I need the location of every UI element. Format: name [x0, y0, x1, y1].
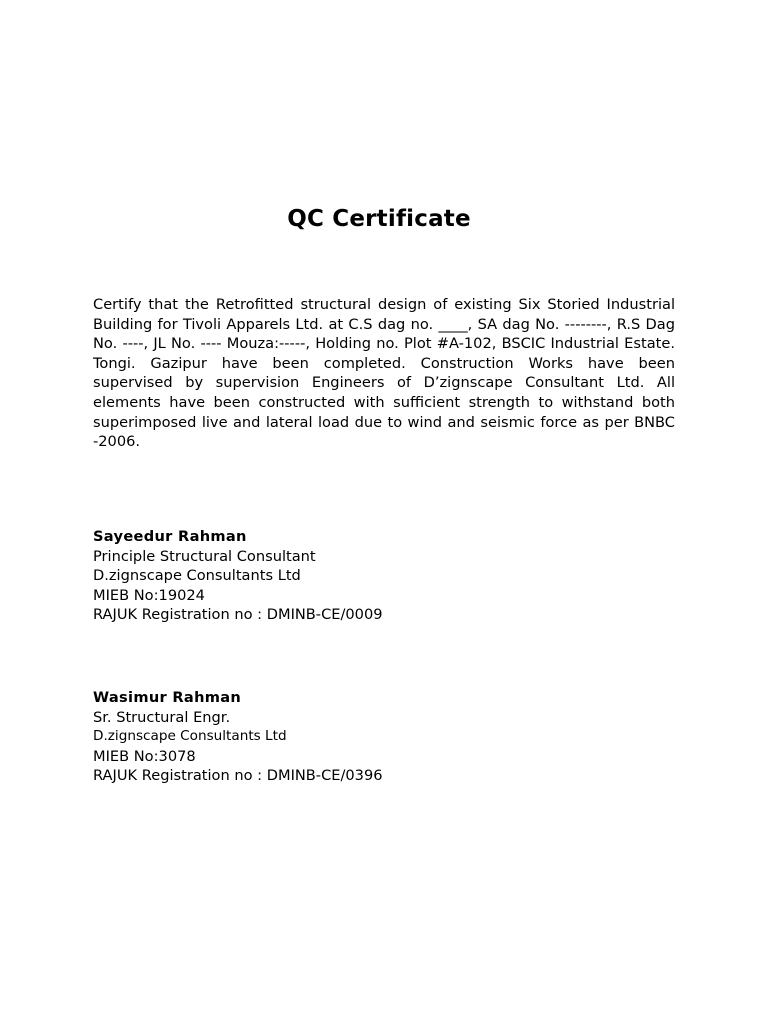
signatory-company: D.zignscape Consultants Ltd [93, 728, 287, 745]
signatory-company: D.zignscape Consultants Ltd [93, 567, 301, 585]
signatory-designation: Sr. Structural Engr. [93, 708, 231, 726]
certificate-body: Certify that the Retrofitted structural design of existing Six Storied Industrial Building for Tivoli Apparels Ltd. at C.S dag no. ____, SA dag No. --------, R.S Dag No. ----, JL No. ---- Mouza:-----, Holding no. Plot #A-102, BSCIC Industrial Estate. Tongi. Gazipur have been completed. Construction Works have been supervised by supervision Engineers of D’zignscape Consultant Ltd. All elements have been constructed with sufficient strength to withstand both superimposed live and lateral load due to wind and seismic force as per BNBC -2006. [93, 296, 675, 451]
signatory-block-2 [93, 688, 693, 786]
signatory-mieb: MIEB No:3078 [93, 747, 196, 765]
signatory-mieb: MIEB No:19024 [93, 586, 205, 604]
signatory-rajuk: RAJUK Registration no : DMINB-CE/0009 [93, 606, 383, 624]
page-title: QC Certificate [287, 206, 471, 232]
signatory-name: Wasimur Rahman [93, 689, 242, 706]
signatory-rajuk: RAJUK Registration no : DMINB-CE/0396 [93, 767, 383, 785]
signatory-name: Sayeedur Rahman [93, 528, 247, 545]
signatory-designation: Principle Structural Consultant [93, 547, 316, 565]
signatory-block-1 [93, 527, 693, 625]
